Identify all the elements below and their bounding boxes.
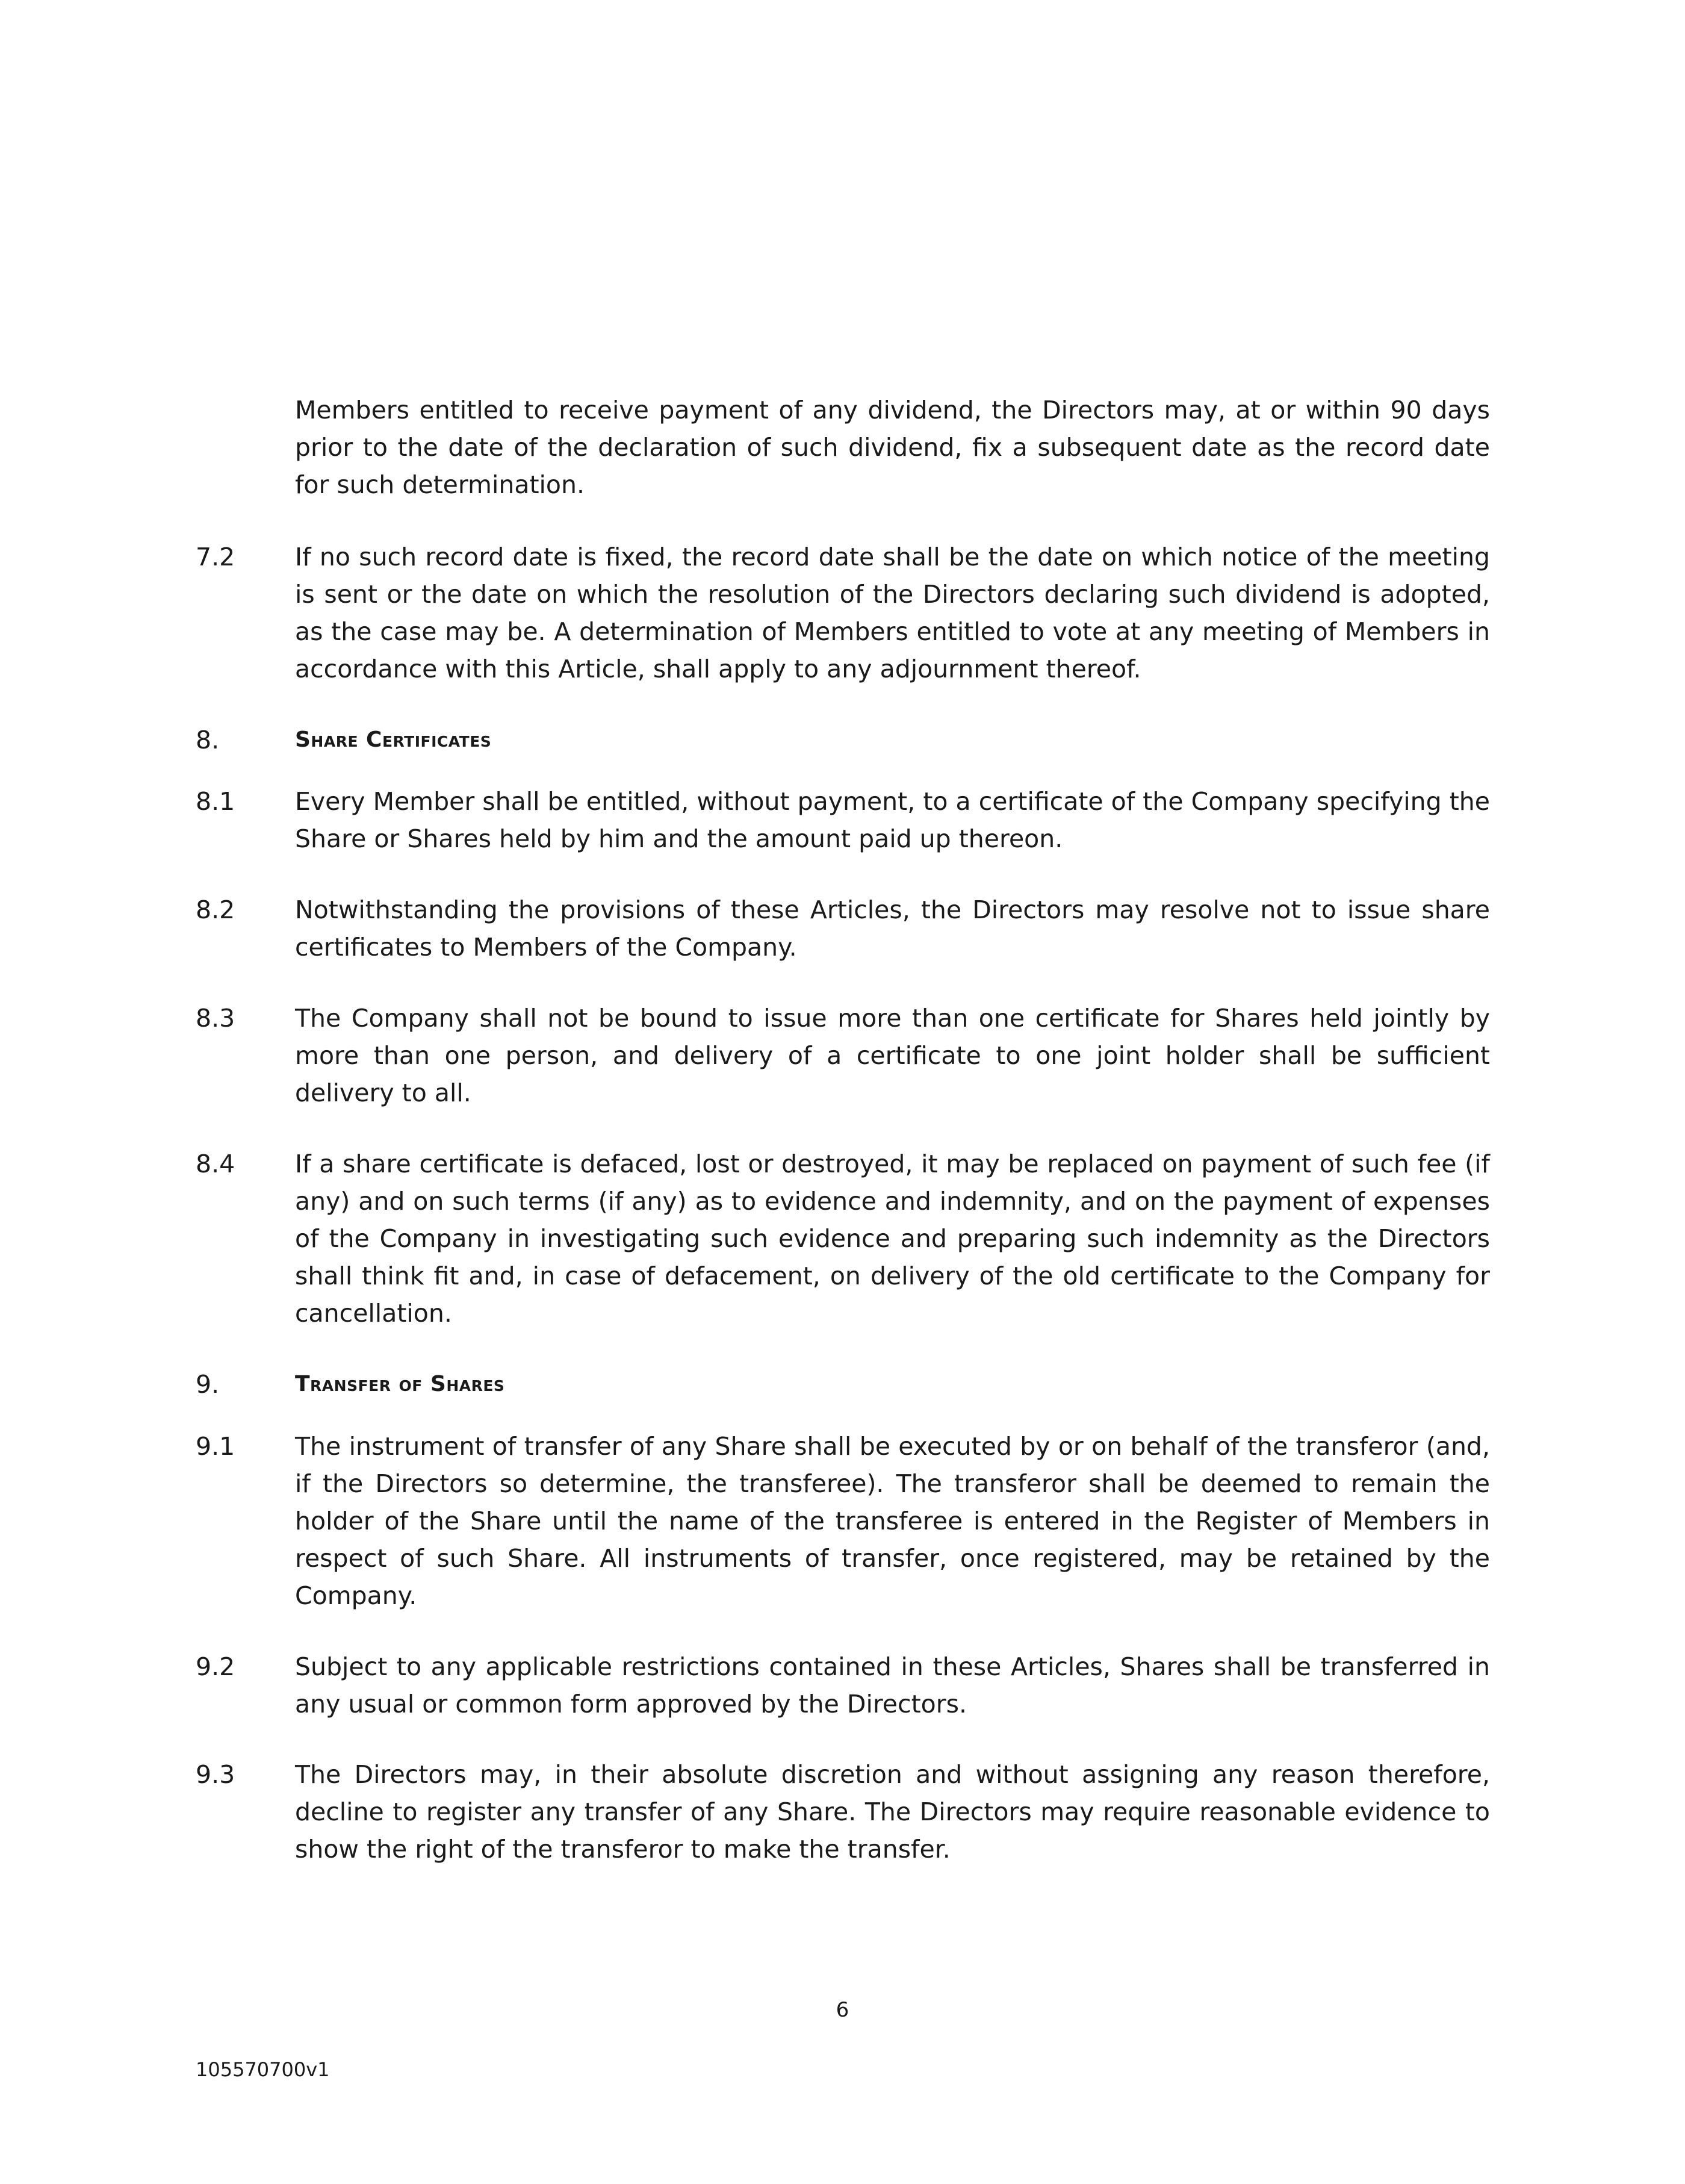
clause-number: 8.4 [196,1150,235,1178]
clause-text: Subject to any applicable restrictions contained in these Articles, Shares shall be transferred in any usual or common form approved by the Directors. [295,1652,1490,1719]
clause-text: The instrument of transfer of any Share shall be executed by or on behalf of the transferor (and, if the Directors so determine, the transferee). The transferor shall be deemed to remain the holder of the Share until the name of the transferee is entered in the Register of Members in respect of such Share. All instruments of transfer, once registered, may be retained by the Company. [295,1432,1490,1610]
clause-text: Notwithstanding the provisions of these Articles, the Directors may resolve not to issue share certificates to Members of the Company. [295,895,1490,962]
clause-text: If a share certificate is defaced, lost or destroyed, it may be replaced on payment of such fee (if any) and on such terms (if any) as to evidence and indemnity, and on the payment of expenses of the Company in investigating such evidence and preparing such indemnity as the Directors shall think fit and, in case of defacement, on delivery of the old certificate to the Company for cancellation. [295,1150,1490,1328]
clause-text: The Directors may, in their absolute discretion and without assigning any reason therefore, decline to register any transfer of any Share. The Directors may require reasonable evidence to show the right of the transferor to make the transfer. [295,1760,1490,1864]
clause-number: 8.1 [196,787,235,816]
clause-number: 9.2 [196,1652,235,1681]
clause-text: Every Member shall be entitled, without payment, to a certificate of the Company specifying the Share or Shares held by him and the amount paid up thereon. [295,787,1490,853]
clause-number: 8.2 [196,895,235,924]
paragraph-text: Members entitled to receive payment of any dividend, the Directors may, at or within 90 days prior to the date of the declaration of such dividend, fix a subsequent date as the record date for such determination. [295,396,1490,499]
clause-text: If no such record date is fixed, the record date shall be the date on which notice of the meeting is sent or the date on which the resolution of the Directors declaring such dividend is adopted, as the case may be. A determination of Members entitled to vote at any meeting of Members in accordance with this Article, shall apply to any adjournment thereof. [295,543,1490,683]
section-number: 8. [196,726,220,754]
section-heading: Transfer of Shares [295,1372,505,1396]
section-number: 9. [196,1370,220,1399]
clause-number: 7.2 [196,543,235,571]
page-number: 6 [836,1998,849,2022]
clause-number: 9.1 [196,1432,235,1461]
clause-number: 9.3 [196,1760,235,1789]
clause-number: 8.3 [196,1004,235,1033]
document-reference: 105570700v1 [196,2058,330,2081]
section-heading: Share Certificates [295,727,492,752]
clause-text: The Company shall not be bound to issue more than one certificate for Shares held jointly by more than one person, and delivery of a certificate to one joint holder shall be sufficient delivery to all. [295,1004,1490,1107]
